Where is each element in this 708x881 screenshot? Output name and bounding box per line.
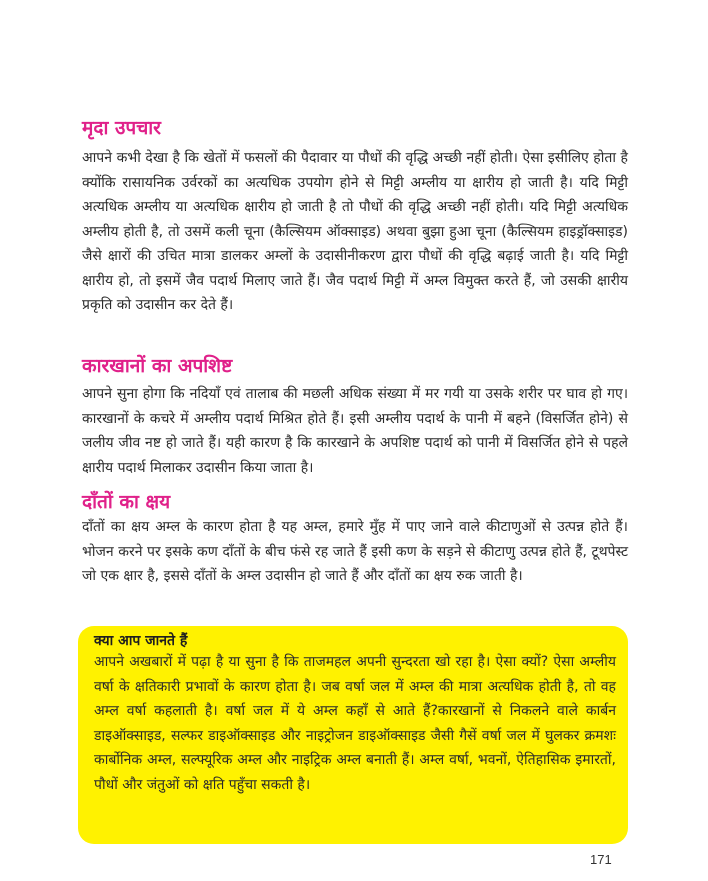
did-you-know-text: आपने अखबारों में पढ़ा है या सुना है कि ताजमहल अपनी सुन्दरता खो रहा है। ऐसा क्यों? ऐसा अम्लीय वर्षा के क्षतिकारी प्रभावों के कारण होता है। जब वर्षा जल में अम्ल की मात्रा अत्यधिक होती है, तो वह अम्ल वर्षा कहलाती है। वर्षा जल में ये अम्ल कहाँ से आते हैं?कारखानों से निकलने वाले कार्बन डाइऑक्साइड, सल्फर डाइऑक्साइड और नाइट्रोजन डाइऑक्साइड जैसी गैसें वर्षा जल में घुलकर क्रमशः कार्बोनिक अम्ल, सल्फ्यूरिक अम्ल और नाइट्रिक अम्ल बनाती हैं। अम्ल वर्षा, भवनों, ऐतिहासिक इमारतों, पौधों और जंतुओं को क्षति पहुँचा सकती है।	[94, 654, 616, 793]
did-you-know-box	[78, 626, 628, 844]
section-paragraph-soil-treatment: आपने कभी देखा है कि खेतों में फसलों की पैदावार या पौधों की वृद्धि अच्छी नहीं होती। ऐसा इसीलिए होता है क्योंकि रासायनिक उर्वरकों का अत्यधिक उपयोग होने से मिट्टी अम्लीय या क्षारीय हो जाती है। यदि मिट्टी अत्यधिक अम्लीय या अत्यधिक क्षारीय हो जाती है तो पौधों की वृद्धि अच्छी नहीं होती। यदि मिट्टी अत्यधिक अम्लीय होती है, तो उसमें कली चूना (कैल्सियम ऑक्साइड) अथवा बुझा हुआ चूना (कैल्सियम हाइड्रॉक्साइड) जैसे क्षारों की उचित मात्रा डालकर अम्लों के उदासीनीकरण द्वारा पौधों की वृद्धि बढ़ाई जाती है। यदि मिट्टी क्षारीय हो, तो इसमें जैव पदार्थ मिलाए जाते हैं। जैव पदार्थ मिट्टी में अम्ल विमुक्त करते हैं, जो उसकी क्षारीय प्रकृति को उदासीन कर देते हैं।	[82, 150, 628, 313]
section-heading-tooth-decay: दाँतों का क्षय	[82, 491, 171, 513]
section-paragraph-tooth-decay: दाँतों का क्षय अम्ल के कारण होता है यह अम्ल, हमारे मुँह में पाए जाने वाले कीटाणुओं से उत्पन्न होते हैं। भोजन करने पर इसके कण दाँतों के बीच फंसे रह जाते हैं इसी कण के सड़ने से कीटाणु उत्पन्न होते हैं, टूथपेस्ट जो एक क्षार है, इससे दाँतों के अम्ल उदासीन हो जाते हैं और दाँतों का क्षय रुक जाती है।	[82, 519, 628, 584]
section-heading-factory-waste: कारखानों का अपशिष्ट	[82, 355, 233, 377]
page-number: 171	[590, 852, 612, 867]
did-you-know-title: क्या आप जानते हैं	[94, 633, 188, 649]
section-heading-soil-treatment: मृदा उपचार	[82, 117, 161, 139]
section-paragraph-factory-waste: आपने सुना होगा कि नदियाँ एवं तालाब की मछली अधिक संख्या में मर गयी या उसके शरीर पर घाव हो गए। कारखानों के कचरे में अम्लीय पदार्थ मिश्रित होते हैं। इसी अम्लीय पदार्थ के पानी में बहने (विसर्जित होने) से जलीय जीव नष्ट हो जाते हैं। यही कारण है कि कारखाने के अपशिष्ट पदार्थ को पानी में विसर्जित होने से पहले क्षारीय पदार्थ मिलाकर उदासीन किया जाता है।	[82, 386, 628, 476]
